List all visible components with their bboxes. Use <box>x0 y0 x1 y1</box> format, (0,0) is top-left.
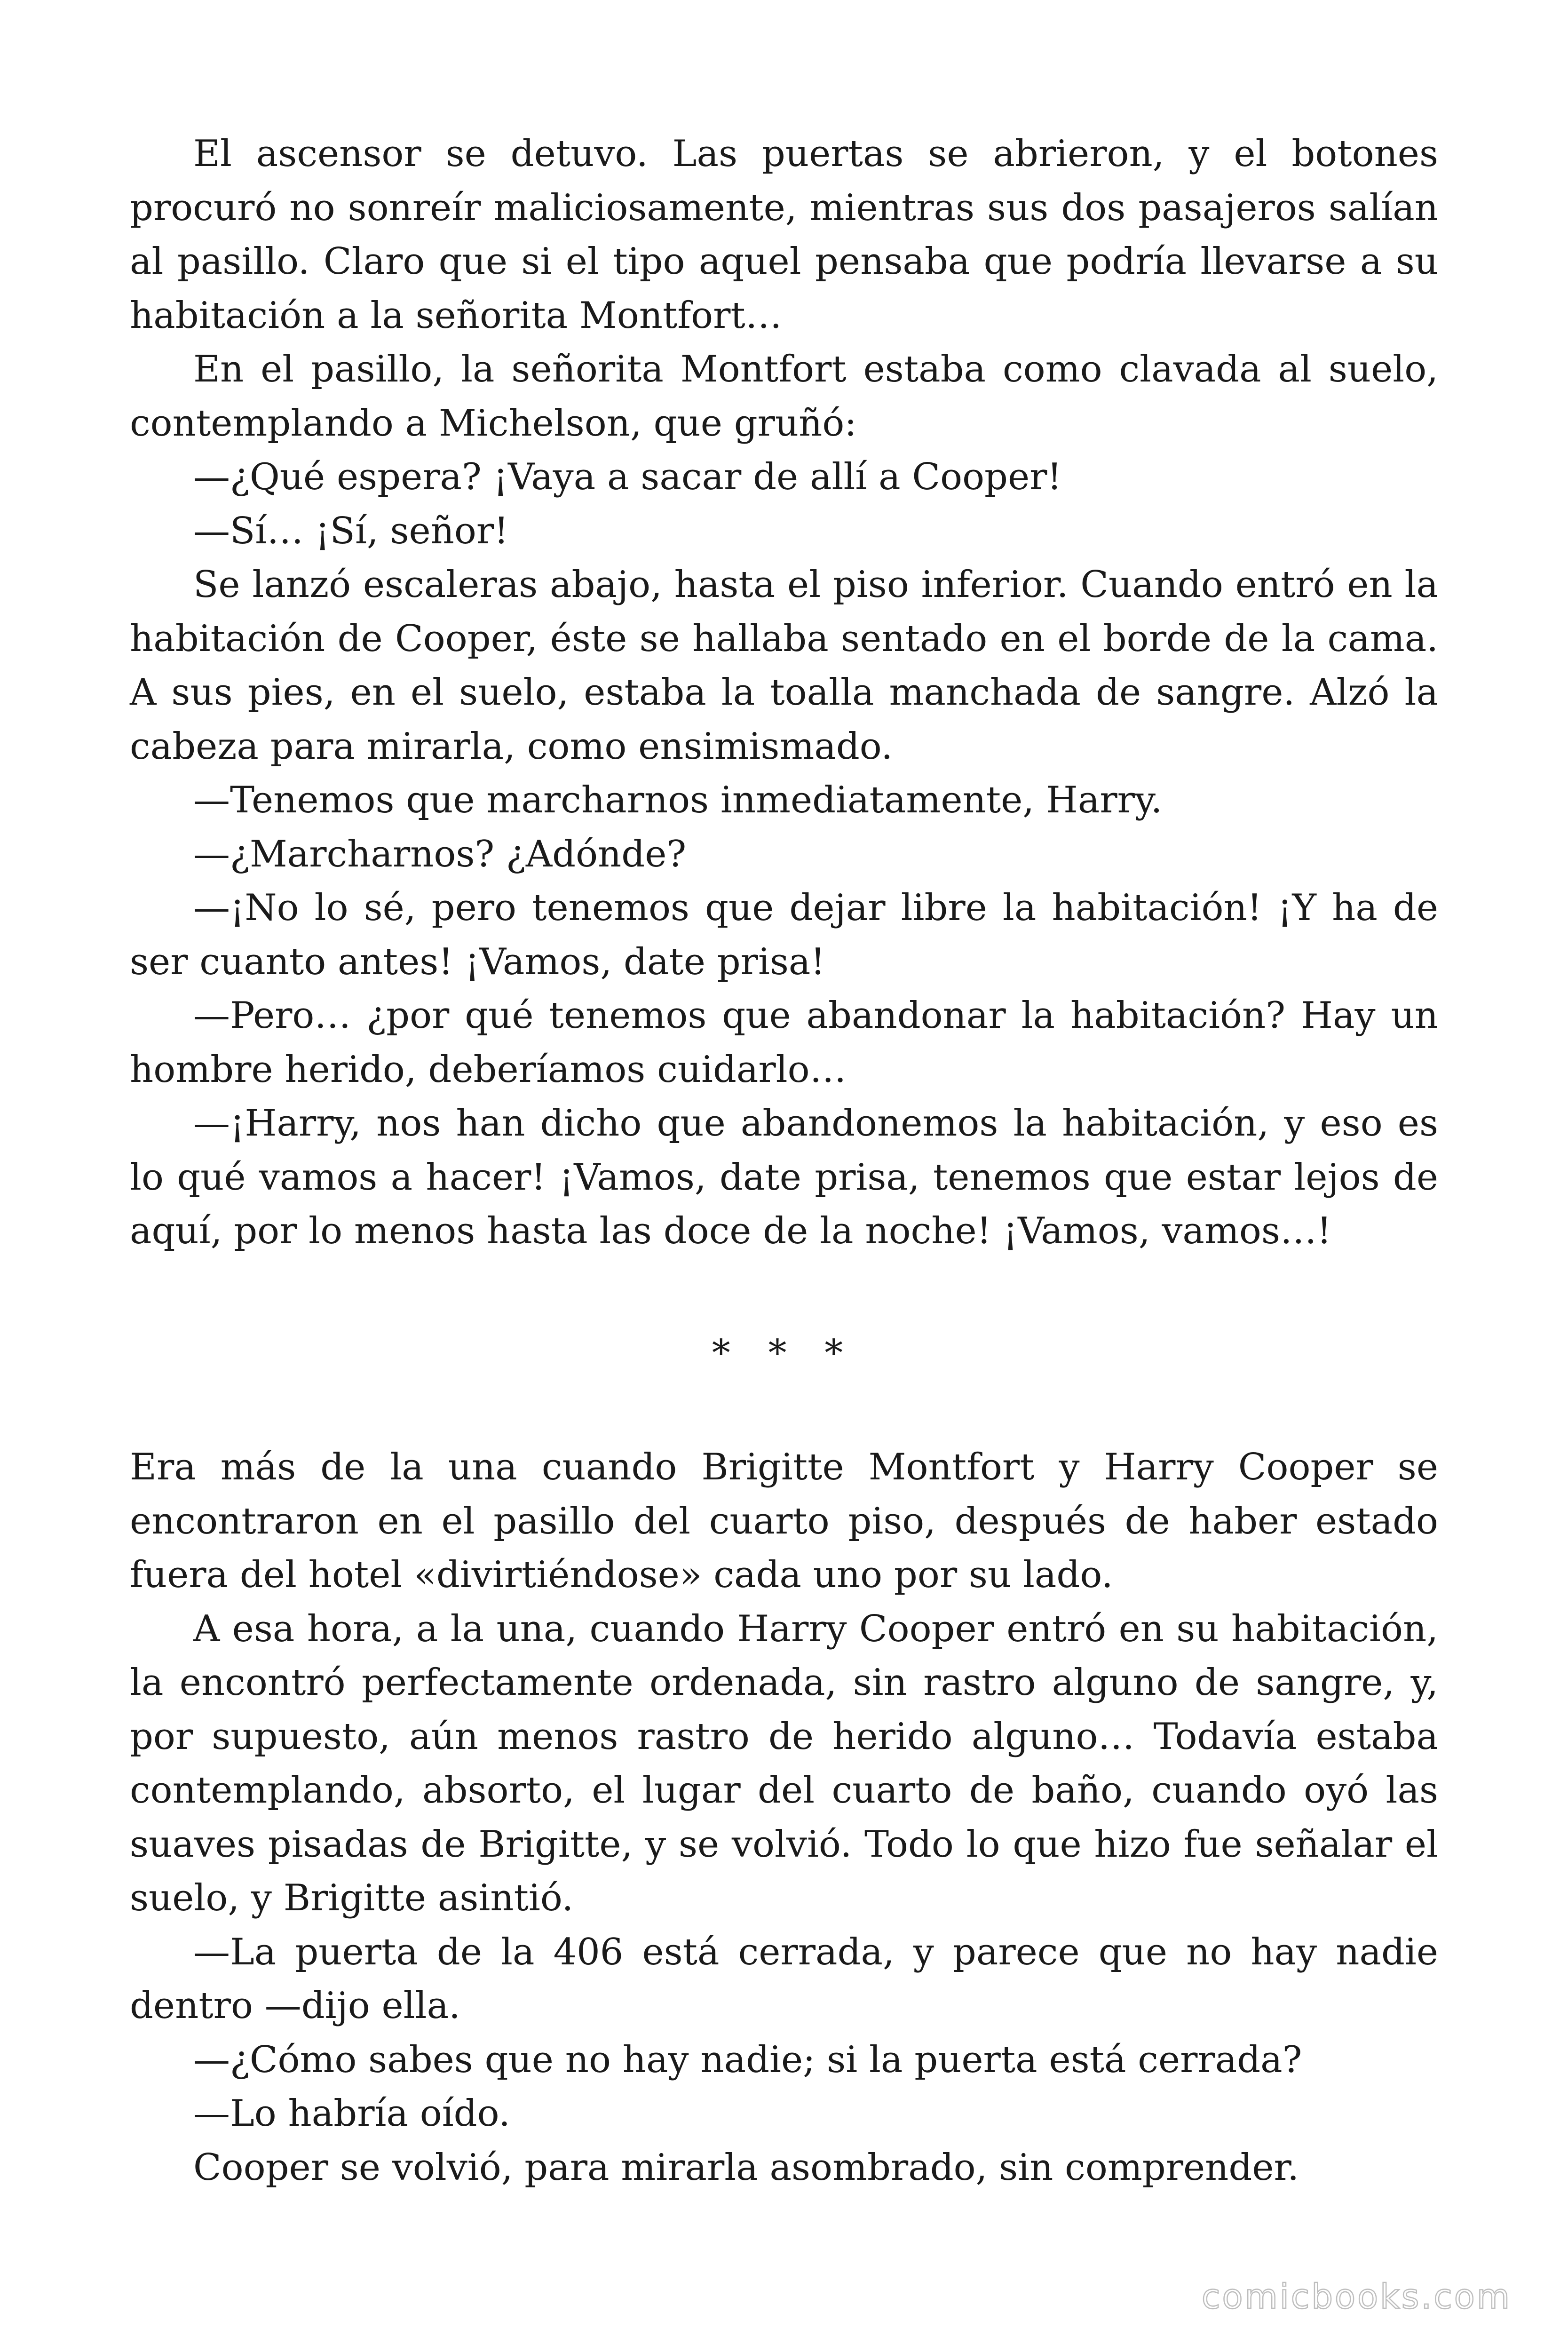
dialogue-line: —¿Marcharnos? ¿Adónde? <box>193 833 687 875</box>
dialogue-line: —¿Cómo sabes que no hay nadie; si la puerta está cerrada? <box>193 2038 1302 2081</box>
paragraph: Era más de la una cuando Brigitte Montfort y Harry Cooper se encontraron en el pasillo del cuarto piso, después de haber estado fuera del hotel «divirtiéndose» cada uno por su lado. <box>130 1446 1438 1596</box>
dialogue-line: —La puerta de la 406 está cerrada, y parece que no hay nadie dentro —dijo ella. <box>130 1931 1438 2027</box>
dialogue-line: —Lo habría oído. <box>193 2092 510 2135</box>
text-block-top <box>130 127 1438 1258</box>
text-block-bottom <box>130 1440 1438 2194</box>
paragraph: Se lanzó escaleras abajo, hasta el piso inferior. Cuando entró en la habitación de Cooper, éste se hallaba sentado en el borde de la cama. A sus pies, en el suelo, estaba la toalla manchada de sangre. Alzó la cabeza para mirarla, como ensimismado. <box>130 564 1438 768</box>
dialogue-line: —¿Qué espera? ¡Vaya a sacar de allí a Cooper! <box>193 456 1062 498</box>
dialogue-line: —Tenemos que marcharnos inmediatamente, Harry. <box>193 779 1163 821</box>
dialogue-line: —¡Harry, nos han dicho que abandonemos la habitación, y eso es lo qué vamos a hacer! ¡Vamos, date prisa, tenemos que estar lejos de aquí, por lo menos hasta las doce de la noche! ¡Vamos, vamos…! <box>130 1102 1438 1252</box>
dialogue-line: —¡No lo sé, pero tenemos que dejar libre la habitación! ¡Y ha de ser cuanto antes! ¡Vamos, date prisa! <box>130 887 1438 983</box>
dialogue-line: —Sí… ¡Sí, señor! <box>193 509 509 552</box>
watermark: comicbooks.com <box>1201 2277 1512 2316</box>
scene-break-separator: * * * <box>712 1332 856 1375</box>
paragraph: En el pasillo, la señorita Montfort estaba como clavada al suelo, contemplando a Michelson, que gruñó: <box>130 348 1438 445</box>
paragraph: Cooper se volvió, para mirarla asombrado, sin comprender. <box>193 2146 1299 2189</box>
paragraph: A esa hora, a la una, cuando Harry Cooper entró en su habitación, la encontró perfectamente ordenada, sin rastro alguno de sangre, y, por supuesto, aún menos rastro de herido alguno… Todavía estaba contemplando, absorto, el lugar del cuarto de baño, cuando oyó las suaves pisadas de Brigitte, y se volvió. Todo lo que hizo fue señalar el suelo, y Brigitte asintió. <box>130 1607 1438 1919</box>
dialogue-line: —Pero… ¿por qué tenemos que abandonar la habitación? Hay un hombre herido, deberíamos cuidarlo… <box>130 994 1438 1091</box>
paragraph: El ascensor se detuvo. Las puertas se abrieron, y el botones procuró no sonreír maliciosamente, mientras sus dos pasajeros salían al pasillo. Claro que si el tipo aquel pensaba que podría llevarse a su habitación a la señorita Montfort… <box>130 133 1438 337</box>
